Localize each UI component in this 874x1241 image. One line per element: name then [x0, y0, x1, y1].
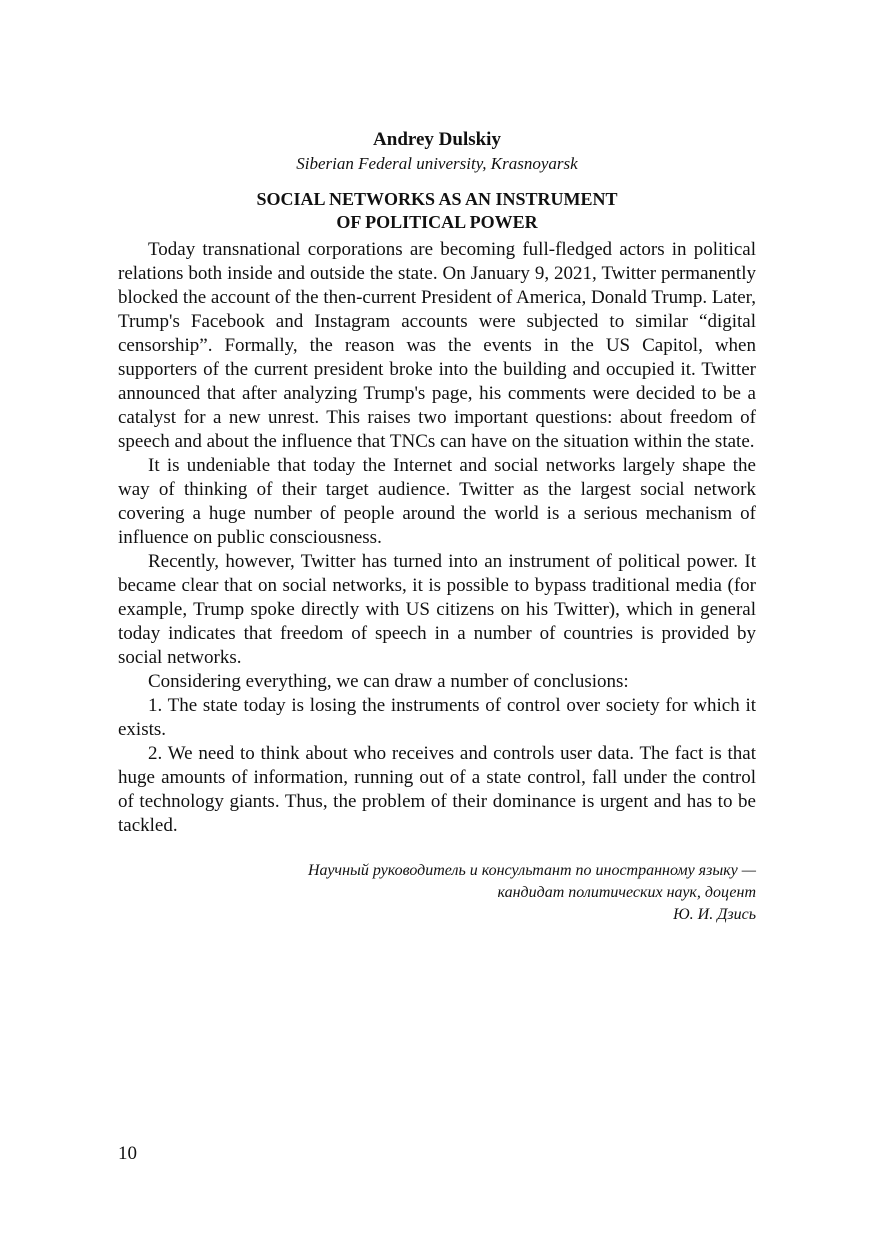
- conclusion-item-2: 2. We need to think about who receives and controls user data. The fact is that huge amounts of information, running out of a state control, fall under the control of technology giants. Thus, the problem of their dominance is urgent and has to be tackled.: [118, 743, 756, 836]
- article-title-line-1: SOCIAL NETWORKS AS AN INSTRUMENT: [256, 189, 618, 209]
- paragraph-1: Today transnational corporations are becoming full-fledged actors in political relations both inside and outside the state. On January 9, 2021, Twitter permanently blocked the account of the then-current President of America, Donald Trump. Later, Trump's Facebook and Instagram accounts were subjected to similar “digital censorship”. Formally, the reason was the events in the US Capitol, when supporters of the current president broke into the building and occupied it. Twitter announced that after analyzing Trump's page, his comments were decided to be a catalyst for a new unrest. This raises two important questions: about freedom of speech and about the influence that TNCs can have on the situation within the state.: [118, 239, 756, 452]
- paragraph-4: Considering everything, we can draw a number of conclusions:: [148, 671, 629, 692]
- supervisor-degree: кандидат политических наук, доцент: [497, 884, 756, 901]
- article-title-line-2: OF POLITICAL POWER: [336, 212, 538, 232]
- page-number: 10: [118, 1143, 137, 1164]
- article-body: [118, 238, 756, 838]
- article-page: [118, 128, 756, 926]
- supervisor-name: Ю. И. Дзись: [673, 906, 756, 923]
- conclusion-item-1: 1. The state today is losing the instruments of control over society for which it exists.: [118, 695, 756, 740]
- author-name: Andrey Dulskiy: [373, 129, 501, 150]
- paragraph-2: It is undeniable that today the Internet and social networks largely shape the way of thinking of their target audience. Twitter as the largest social network covering a huge number of people around the world is a serious mechanism of influence on public consciousness.: [118, 455, 756, 548]
- paragraph-3: Recently, however, Twitter has turned into an instrument of political power. It became clear that on social networks, it is possible to bypass traditional media (for example, Trump spoke directly with US citizens on his Twitter), which in general today indicates that freedom of speech in a number of countries is provided by social networks.: [118, 551, 756, 668]
- author-affiliation: Siberian Federal university, Krasnoyarsk: [296, 154, 578, 173]
- supervisor-signature: [118, 860, 756, 926]
- article-title: [118, 188, 756, 234]
- supervisor-role: Научный руководитель и консультант по иностранному языку —: [307, 862, 756, 879]
